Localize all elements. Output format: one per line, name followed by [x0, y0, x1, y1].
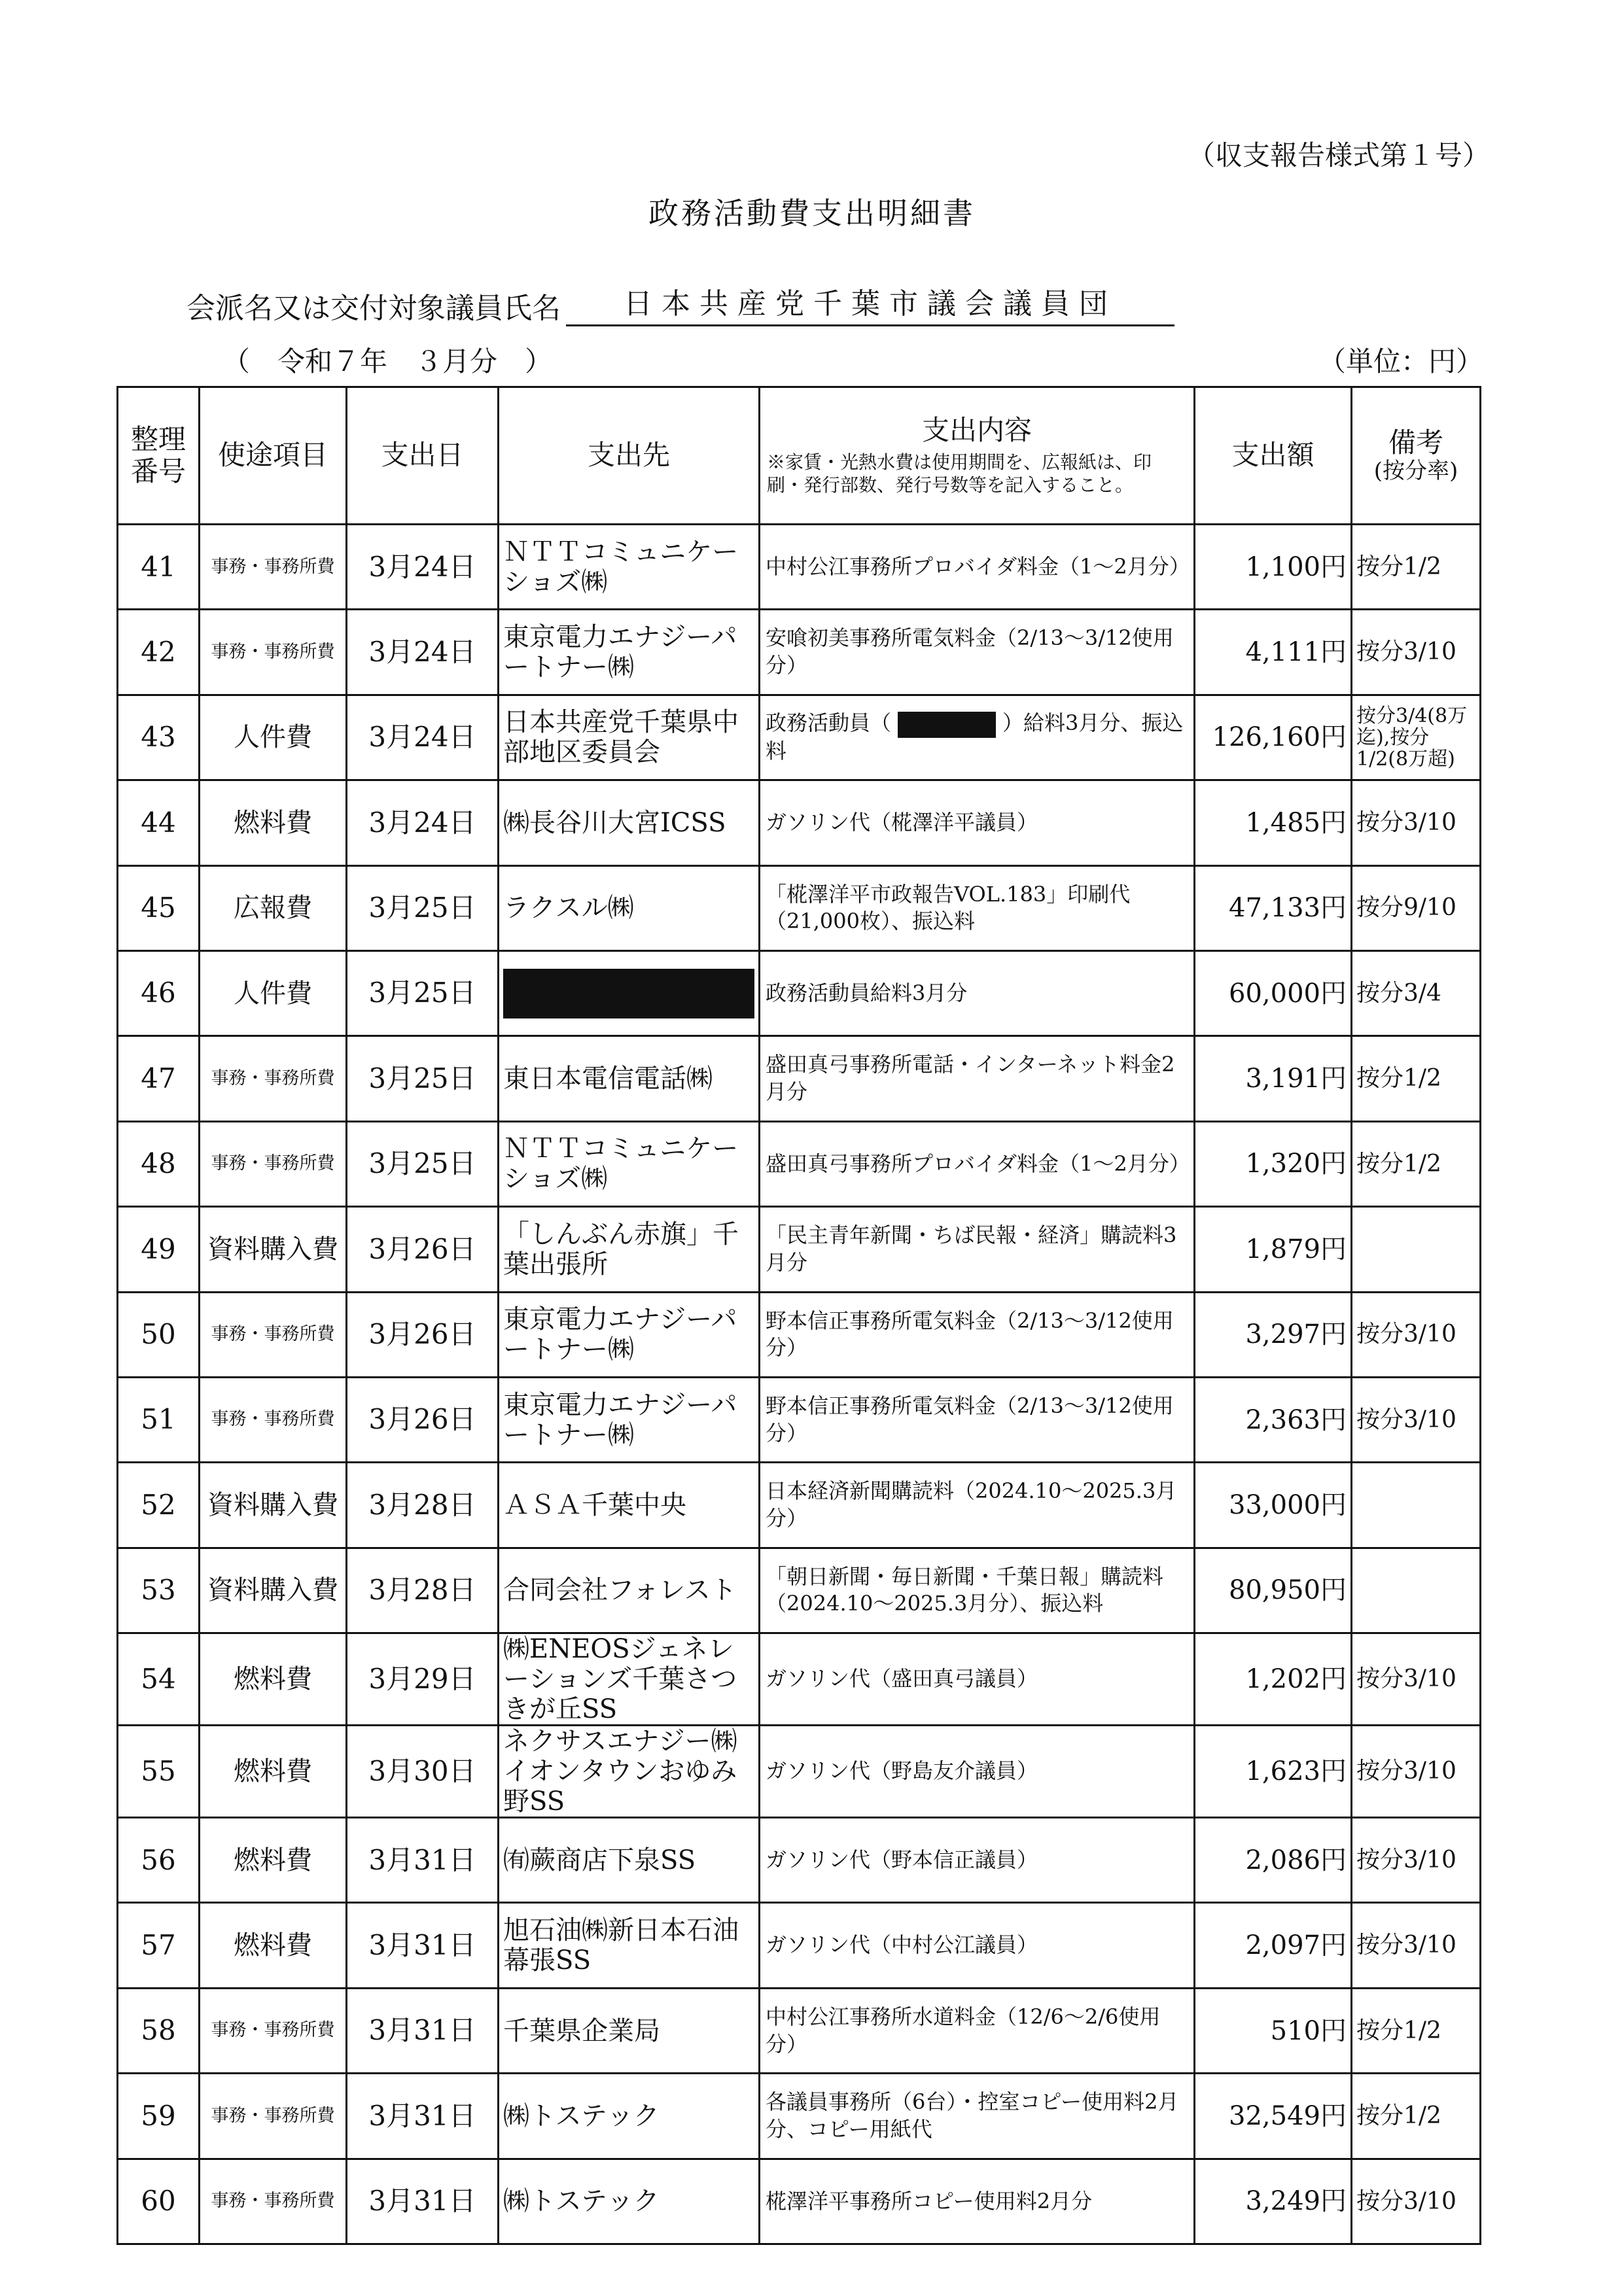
row-payee: 日本共産党千葉県中部地区委員会 [499, 695, 760, 780]
row-date: 3月25日 [347, 1121, 499, 1206]
row-date: 3月25日 [347, 1036, 499, 1121]
row-remarks: 按分1/2 [1352, 1121, 1481, 1206]
row-payee: 東京電力エナジーパートナー㈱ [499, 1292, 760, 1377]
row-date: 3月26日 [347, 1292, 499, 1377]
row-amount: 1,100円 [1195, 525, 1352, 610]
row-amount: 1,879円 [1195, 1207, 1352, 1292]
row-category: 燃料費 [200, 780, 347, 865]
row-category: 資料購入費 [200, 1207, 347, 1292]
row-remarks: 按分1/2 [1352, 525, 1481, 610]
row-date: 3月31日 [347, 1818, 499, 1903]
header-remarks-label: 備考 [1388, 426, 1443, 459]
table-row [118, 1548, 1481, 1633]
row-number: 44 [118, 780, 200, 865]
row-amount: 47,133円 [1195, 865, 1352, 950]
row-number: 56 [118, 1818, 200, 1903]
row-category: 事務・事務所費 [200, 1988, 347, 2073]
row-content: 中村公江事務所プロバイダ料金（1～2月分） [760, 525, 1195, 610]
row-remarks: 按分3/10 [1352, 1633, 1481, 1726]
row-category: 事務・事務所費 [200, 1292, 347, 1377]
header-date: 支出日 [347, 387, 499, 525]
row-date: 3月26日 [347, 1207, 499, 1292]
row-date: 3月25日 [347, 865, 499, 950]
row-category: 事務・事務所費 [200, 1377, 347, 1462]
row-amount: 2,097円 [1195, 1903, 1352, 1988]
row-amount: 33,000円 [1195, 1463, 1352, 1548]
row-remarks: 按分3/10 [1352, 780, 1481, 865]
row-amount: 60,000円 [1195, 950, 1352, 1035]
row-payee: 東京電力エナジーパートナー㈱ [499, 1377, 760, 1462]
row-payee [499, 950, 760, 1035]
table-row [118, 2074, 1481, 2159]
row-content: ガソリン代（野島友介議員） [760, 1726, 1195, 1818]
row-category: 事務・事務所費 [200, 525, 347, 610]
row-payee: ラクスル㈱ [499, 865, 760, 950]
row-category: 事務・事務所費 [200, 2074, 347, 2159]
row-content: ガソリン代（野本信正議員） [760, 1818, 1195, 1903]
row-payee: ㈱トステック [499, 2074, 760, 2159]
row-remarks: 按分1/2 [1352, 1988, 1481, 2073]
row-amount: 1,202円 [1195, 1633, 1352, 1726]
row-number: 47 [118, 1036, 200, 1121]
row-remarks: 按分1/2 [1352, 2074, 1481, 2159]
row-amount: 3,249円 [1195, 2159, 1352, 2244]
table-row [118, 1633, 1481, 1726]
row-date: 3月24日 [347, 525, 499, 610]
row-number: 59 [118, 2074, 200, 2159]
row-payee: 旭石油㈱新日本石油幕張SS [499, 1903, 760, 1988]
row-content: 椛澤洋平事務所コピー使用料2月分 [760, 2159, 1195, 2244]
row-payee: ㈱長谷川大宮ICSS [499, 780, 760, 865]
row-category: 燃料費 [200, 1903, 347, 1988]
row-amount: 80,950円 [1195, 1548, 1352, 1633]
row-date: 3月30日 [347, 1726, 499, 1818]
row-category: 燃料費 [200, 1726, 347, 1818]
row-category: 人件費 [200, 695, 347, 780]
row-number: 41 [118, 525, 200, 610]
row-amount: 1,623円 [1195, 1726, 1352, 1818]
row-amount: 510円 [1195, 1988, 1352, 2073]
row-category: 事務・事務所費 [200, 1121, 347, 1206]
table-row [118, 1121, 1481, 1206]
row-content: 日本経済新聞購読料（2024.10～2025.3月分） [760, 1463, 1195, 1548]
table-row [118, 1988, 1481, 2073]
row-remarks: 按分3/10 [1352, 1903, 1481, 1988]
document-title: 政務活動費支出明細書 [648, 196, 976, 231]
table-row [118, 1903, 1481, 1988]
table-row [118, 2159, 1481, 2244]
row-content: ガソリン代（椛澤洋平議員） [760, 780, 1195, 865]
group-label: 会派名又は交付対象議員氏名 [186, 292, 561, 325]
row-number: 60 [118, 2159, 200, 2244]
row-date: 3月29日 [347, 1633, 499, 1726]
row-number: 52 [118, 1463, 200, 1548]
row-content: 野本信正事務所電気料金（2/13～3/12使用分） [760, 1377, 1195, 1462]
header-remarks-sub: (按分率) [1373, 458, 1458, 485]
row-remarks: 按分3/10 [1352, 2159, 1481, 2244]
row-amount: 2,363円 [1195, 1377, 1352, 1462]
row-number: 50 [118, 1292, 200, 1377]
row-date: 3月28日 [347, 1463, 499, 1548]
table-row [118, 1726, 1481, 1818]
table-row [118, 695, 1481, 780]
header-category: 使途項目 [200, 387, 347, 525]
header-content-note: ※家賃・光熱水費は使用期間を、広報紙は、印刷・発行部数、発行号数等を記入すること。 [767, 451, 1152, 496]
row-content: 「椛澤洋平市政報告VOL.183」印刷代（21,000枚）、振込料 [760, 865, 1195, 950]
report-period: （ 令和７年 ３月分 ） [222, 345, 553, 377]
group-row [186, 280, 1174, 326]
row-number: 54 [118, 1633, 200, 1726]
row-remarks: 按分3/4 [1352, 950, 1481, 1035]
redacted-block [503, 969, 754, 1018]
row-remarks: 按分3/10 [1352, 1377, 1481, 1462]
row-content: 安喰初美事務所電気料金（2/13～3/12使用分） [760, 610, 1195, 695]
row-number: 58 [118, 1988, 200, 2073]
row-category: 事務・事務所費 [200, 2159, 347, 2244]
row-content: ガソリン代（盛田真弓議員） [760, 1633, 1195, 1726]
row-content: 「民主青年新聞・ちば民報・経済」購読料3月分 [760, 1207, 1195, 1292]
row-content: 盛田真弓事務所プロバイダ料金（1～2月分） [760, 1121, 1195, 1206]
currency-unit: （単位：円） [1318, 345, 1483, 377]
row-date: 3月28日 [347, 1548, 499, 1633]
row-remarks [1352, 1548, 1481, 1633]
row-number: 42 [118, 610, 200, 695]
row-category: 燃料費 [200, 1818, 347, 1903]
row-remarks: 按分3/10 [1352, 1726, 1481, 1818]
row-remarks [1352, 1463, 1481, 1548]
row-amount: 32,549円 [1195, 2074, 1352, 2159]
row-payee: ㈱トステック [499, 2159, 760, 2244]
row-amount: 4,111円 [1195, 610, 1352, 695]
row-date: 3月26日 [347, 1377, 499, 1462]
row-content: 野本信正事務所電気料金（2/13～3/12使用分） [760, 1292, 1195, 1377]
row-date: 3月24日 [347, 780, 499, 865]
row-payee: 東日本電信電話㈱ [499, 1036, 760, 1121]
row-number: 45 [118, 865, 200, 950]
row-amount: 126,160円 [1195, 695, 1352, 780]
group-name: 日本共産党千葉市議会議員団 [566, 280, 1174, 326]
table-row [118, 950, 1481, 1035]
row-category: 事務・事務所費 [200, 610, 347, 695]
row-date: 3月24日 [347, 610, 499, 695]
row-remarks: 按分9/10 [1352, 865, 1481, 950]
row-payee: 東京電力エナジーパートナー㈱ [499, 610, 760, 695]
row-payee: ＮＴＴコミュニケーショズ㈱ [499, 525, 760, 610]
row-category: 広報費 [200, 865, 347, 950]
header-content [760, 387, 1195, 525]
row-date: 3月31日 [347, 2159, 499, 2244]
header-payee: 支出先 [499, 387, 760, 525]
row-payee: ＮＴＴコミュニケーショズ㈱ [499, 1121, 760, 1206]
row-content: ガソリン代（中村公江議員） [760, 1903, 1195, 1988]
table-row [118, 525, 1481, 610]
table-row [118, 1377, 1481, 1462]
row-number: 51 [118, 1377, 200, 1462]
row-number: 57 [118, 1903, 200, 1988]
expense-table [116, 386, 1481, 2245]
header-amount: 支出額 [1195, 387, 1352, 525]
row-remarks: 按分3/4(8万迄),按分1/2(8万超) [1352, 695, 1481, 780]
table-row [118, 865, 1481, 950]
row-amount: 3,191円 [1195, 1036, 1352, 1121]
row-content [760, 695, 1195, 780]
row-content-pre: 政務活動員（ [766, 710, 892, 736]
row-date: 3月31日 [347, 1988, 499, 2073]
row-category: 燃料費 [200, 1633, 347, 1726]
row-payee: ㈲蕨商店下泉SS [499, 1818, 760, 1903]
row-date: 3月24日 [347, 695, 499, 780]
row-category: 資料購入費 [200, 1548, 347, 1633]
row-remarks: 按分3/10 [1352, 1818, 1481, 1903]
table-row [118, 780, 1481, 865]
row-content: 盛田真弓事務所電話・インターネット料金2月分 [760, 1036, 1195, 1121]
row-number: 55 [118, 1726, 200, 1818]
header-no: 整理番号 [118, 387, 200, 525]
row-payee: 千葉県企業局 [499, 1988, 760, 2073]
redacted-block [898, 712, 996, 738]
row-payee: ㈱ENEOSジェネレーションズ千葉さつきが丘SS [499, 1633, 760, 1726]
form-number: （収支報告様式第１号） [1187, 139, 1490, 171]
table-row [118, 1292, 1481, 1377]
row-content: 中村公江事務所水道料金（12/6～2/6使用分） [760, 1988, 1195, 2073]
header-remarks [1352, 387, 1481, 525]
table-row [118, 1207, 1481, 1292]
row-payee: ネクサスエナジー㈱イオンタウンおゆみ野SS [499, 1726, 760, 1818]
table-row [118, 610, 1481, 695]
table-row [118, 1818, 1481, 1903]
row-remarks [1352, 1207, 1481, 1292]
row-remarks: 按分3/10 [1352, 1292, 1481, 1377]
row-number: 46 [118, 950, 200, 1035]
row-content: 「朝日新聞・毎日新聞・千葉日報」購読料（2024.10～2025.3月分）、振込料 [760, 1548, 1195, 1633]
row-content: 政務活動員給料3月分 [760, 950, 1195, 1035]
row-date: 3月25日 [347, 950, 499, 1035]
table-row [118, 1463, 1481, 1548]
row-payee: ＡＳＡ千葉中央 [499, 1463, 760, 1548]
row-category: 事務・事務所費 [200, 1036, 347, 1121]
row-content-post: ）給料3月分、振込料 [766, 710, 1184, 763]
row-amount: 2,086円 [1195, 1818, 1352, 1903]
row-remarks: 按分3/10 [1352, 610, 1481, 695]
table-header-row [118, 387, 1481, 525]
table-row [118, 1036, 1481, 1121]
row-remarks: 按分1/2 [1352, 1036, 1481, 1121]
header-content-label: 支出内容 [921, 414, 1032, 447]
row-amount: 1,485円 [1195, 780, 1352, 865]
row-category: 資料購入費 [200, 1463, 347, 1548]
row-number: 48 [118, 1121, 200, 1206]
row-date: 3月31日 [347, 2074, 499, 2159]
row-payee: 合同会社フォレスト [499, 1548, 760, 1633]
row-content: 各議員事務所（6台）・控室コピー使用料2月分、コピー用紙代 [760, 2074, 1195, 2159]
row-category: 人件費 [200, 950, 347, 1035]
row-payee: 「しんぶん赤旗」千葉出張所 [499, 1207, 760, 1292]
row-amount: 1,320円 [1195, 1121, 1352, 1206]
row-number: 49 [118, 1207, 200, 1292]
row-number: 53 [118, 1548, 200, 1633]
row-date: 3月31日 [347, 1903, 499, 1988]
row-amount: 3,297円 [1195, 1292, 1352, 1377]
row-number: 43 [118, 695, 200, 780]
